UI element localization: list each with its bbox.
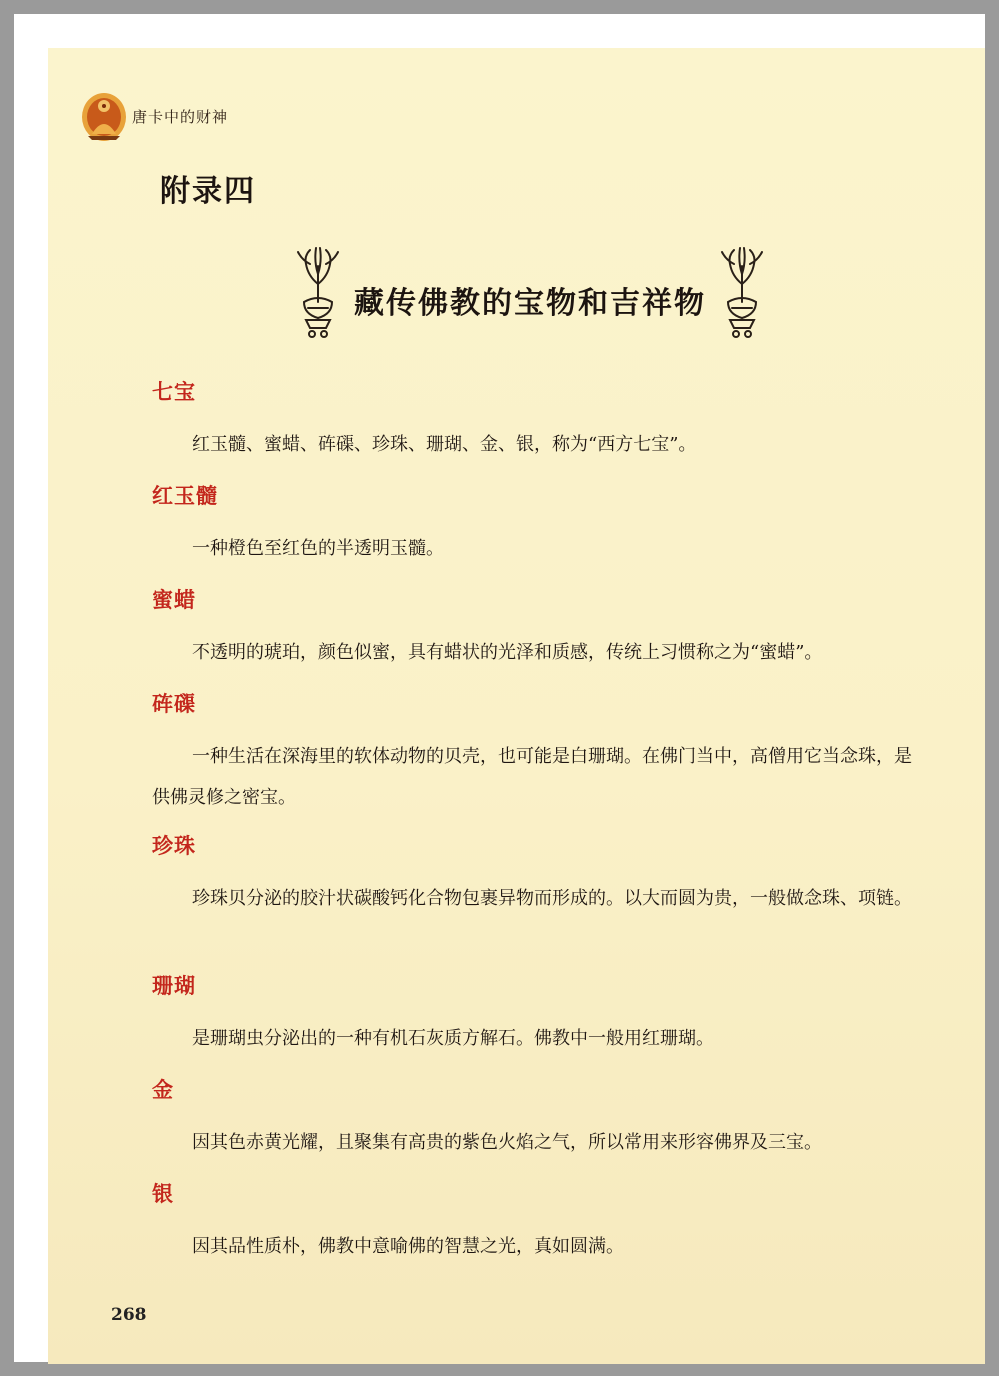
entry-jin [152, 1074, 952, 1163]
entry-definition: 一种生活在深海里的软体动物的贝壳，也可能是白珊瑚。在佛门当中，高僧用它当念珠，是供佛灵修之密宝。 [152, 746, 912, 808]
page-number: 268 [111, 1305, 147, 1325]
entry-term: 砗磲 [152, 692, 196, 716]
entry-definition: 因其品性质朴，佛教中意喻佛的智慧之光，真如圆满。 [192, 1236, 624, 1257]
entry-qibao [152, 376, 952, 465]
entry-term: 银 [152, 1182, 174, 1206]
appendix-label: 附录四 [160, 174, 256, 209]
running-title: 唐卡中的财神 [132, 107, 229, 126]
entry-term: 七宝 [152, 380, 196, 404]
thangka-figure-icon [80, 90, 128, 142]
entry-term: 珊瑚 [152, 974, 196, 998]
entry-definition: 红玉髓、蜜蜡、砗磲、珍珠、珊瑚、金、银，称为“西方七宝”。 [192, 434, 697, 455]
entry-term: 蜜蜡 [152, 588, 196, 612]
entry-term: 金 [152, 1078, 174, 1102]
entry-definition: 珍珠贝分泌的胶汁状碳酸钙化合物包裹异物而形成的。以大而圆为贵，一般做念珠、项链。 [192, 888, 912, 909]
entry-definition: 不透明的琥珀，颜色似蜜，具有蜡状的光泽和质感，传统上习惯称之为“蜜蜡”。 [192, 642, 823, 663]
hand-holding-coral-icon [288, 244, 348, 340]
entry-definition: 因其色赤黄光耀，且聚集有高贵的紫色火焰之气，所以常用来形容佛界及三宝。 [192, 1132, 822, 1153]
book-page [48, 48, 985, 1364]
hand-holding-coral-icon [712, 244, 772, 340]
entry-hongyusui [152, 480, 952, 569]
entry-definition: 是珊瑚虫分泌出的一种有机石灰质方解石。佛教中一般用红珊瑚。 [192, 1028, 714, 1049]
entry-yin [152, 1178, 952, 1267]
entry-chequ [152, 688, 952, 818]
entry-term: 珍珠 [152, 834, 196, 858]
entry-shanhu [152, 970, 952, 1059]
running-head [80, 90, 228, 142]
entry-term: 红玉髓 [152, 484, 218, 508]
title-block [288, 244, 772, 344]
page-frame [14, 14, 985, 1362]
entry-definition: 一种橙色至红色的半透明玉髓。 [192, 538, 444, 559]
entry-zhenzhu [152, 830, 952, 919]
main-title: 藏传佛教的宝物和吉祥物 [354, 286, 706, 321]
entry-mila [152, 584, 952, 673]
